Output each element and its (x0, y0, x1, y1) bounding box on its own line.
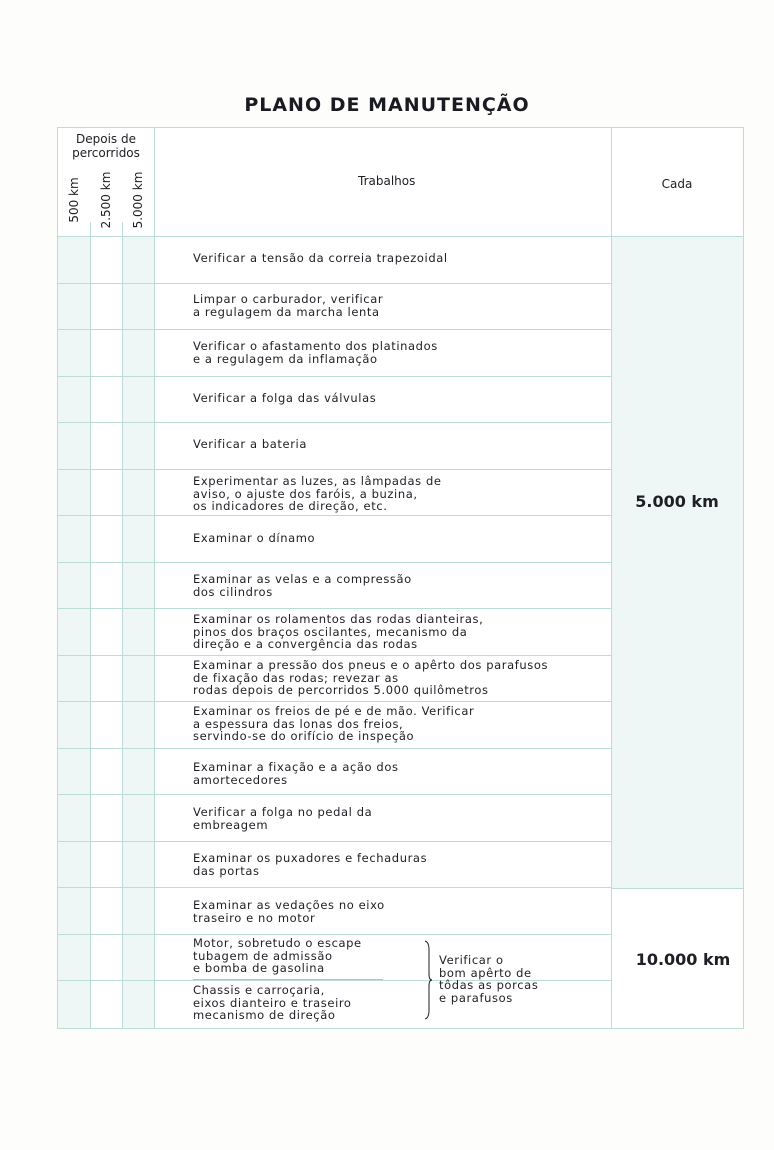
col-divider (90, 222, 91, 1028)
row-divider (58, 469, 611, 470)
shade-500km-column (58, 236, 90, 1028)
col-divider (122, 222, 123, 1028)
page-title: PLANO DE MANUTENÇÃO (244, 94, 530, 116)
row-divider (58, 422, 611, 423)
task-item: Examinar os rolamentos das rodas dianteiras, pinos dos braços oscilantes, mecanismo da direção e a convergência das rodas (193, 612, 484, 651)
task-item: Examinar as vedações no eixo traseiro e no motor (193, 898, 385, 925)
row-divider (58, 701, 611, 702)
header-cada: Cada (661, 177, 693, 191)
row-divider (58, 329, 611, 330)
task-item: Examinar as velas e a compressão dos cilindros (193, 572, 412, 599)
row-divider (58, 515, 611, 516)
task-item: Examinar a pressão dos pneus e o apêrto dos parafusos de fixação das rodas; revezar as rodas depois de percorridos 5.000 quilômetros (193, 658, 549, 697)
brace-icon (424, 940, 432, 1020)
task-item: Verificar a folga das válvulas (193, 391, 377, 405)
interval-divider (611, 888, 743, 889)
task-item: Verificar a folga no pedal da embreagem (193, 805, 373, 832)
row-divider (58, 841, 611, 842)
task-separator (193, 979, 383, 980)
task-item: Examinar o dínamo (193, 531, 316, 545)
task-item: Examinar a fixação e a ação dos amortecedores (193, 760, 399, 787)
shade-interval-column (611, 236, 743, 888)
task-item: Limpar o carburador, verificar a regulagem da marcha lenta (193, 292, 384, 319)
task-item: Examinar os freios de pé e de mão. Verificar a espessura das lonas dos freios, servindo-se do orifício de inspeção (193, 704, 475, 743)
header-trabalhos: Trabalhos (358, 174, 416, 188)
header-depois-line1: Depois de (76, 132, 136, 146)
col-divider (154, 128, 155, 1028)
row-divider (58, 376, 611, 377)
shade-5000km-column (122, 236, 154, 1028)
header-divider (58, 236, 743, 237)
interval-10000: 10.000 km (635, 950, 731, 969)
brace-note: Verificar o bom apêrto de tôdas as porcas e parafusos (439, 953, 539, 1005)
task-item: Examinar os puxadores e fechaduras das portas (193, 851, 428, 878)
row-divider (58, 562, 611, 563)
task-item: Verificar o afastamento dos platinados e a regulagem da inflamação (193, 339, 438, 366)
row-divider (58, 794, 611, 795)
header-km-2500: 2.500 km (99, 171, 113, 229)
task-item: Experimentar as luzes, as lâmpadas de aviso, o ajuste dos faróis, a buzina, os indicadores de direção, etc. (193, 474, 442, 513)
row-divider (58, 934, 611, 935)
row-divider (58, 283, 611, 284)
row-divider (58, 748, 611, 749)
header-depois-line2: percorridos (72, 146, 140, 160)
maintenance-table (57, 127, 744, 1029)
header-depois (58, 132, 154, 160)
task-item: Chassis e carroçaria, eixos dianteiro e traseiro mecanismo de direção (193, 983, 352, 1022)
row-divider (58, 608, 611, 609)
interval-5000: 5.000 km (635, 492, 719, 511)
header-km-500: 500 km (67, 177, 81, 223)
header-km-5000: 5.000 km (131, 171, 145, 229)
row-divider (58, 655, 611, 656)
row-divider (58, 887, 611, 888)
col-divider (611, 128, 612, 1028)
task-item: Verificar a bateria (193, 437, 307, 451)
task-item: Motor, sobretudo o escape tubagem de admissão e bomba de gasolina (193, 936, 362, 975)
task-item: Verificar a tensão da correia trapezoidal (193, 251, 448, 265)
